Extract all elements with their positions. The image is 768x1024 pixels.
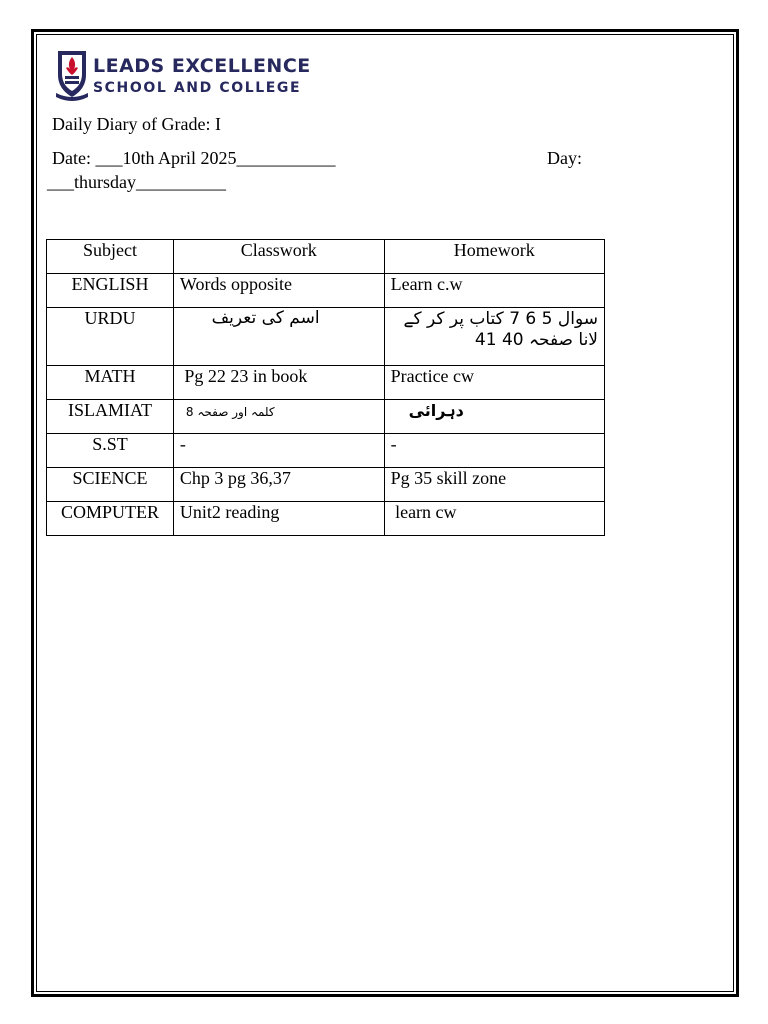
homework-cell: - (384, 434, 604, 468)
subject-cell: MATH (47, 366, 174, 400)
classwork-cell: اسم کی تعریف (173, 308, 384, 366)
homework-cell: سوال 5 6 7 کتاب پر کر کے لانا صفحہ 40 41 (384, 308, 604, 366)
classwork-cell: Pg 22 23 in book (173, 366, 384, 400)
classwork-text: کلمہ اور صفحہ 8 (185, 405, 275, 419)
school-name: LEADS EXCELLENCE (93, 55, 311, 77)
classwork-cell: - (173, 434, 384, 468)
table-row (47, 434, 605, 468)
table-row (47, 400, 605, 434)
diary-table (46, 239, 605, 536)
homework-text: دہرائی (408, 401, 464, 420)
classwork-cell: Chp 3 pg 36,37 (173, 468, 384, 502)
homework-cell: Pg 35 skill zone (384, 468, 604, 502)
table-row (47, 366, 605, 400)
subject-cell: URDU (47, 308, 174, 366)
subject-cell: S.ST (47, 434, 174, 468)
table-row (47, 468, 605, 502)
table-row (47, 274, 605, 308)
table-row (47, 502, 605, 536)
school-subtitle: SCHOOL AND COLLEGE (93, 80, 302, 96)
table-header-row (47, 240, 605, 274)
column-header-homework: Homework (384, 240, 604, 274)
classwork-cell (173, 400, 384, 434)
crest-icon (55, 45, 89, 103)
date-line: Date: ___10th April 2025___________ (52, 148, 336, 168)
classwork-cell: Unit2 reading (173, 502, 384, 536)
grade-line: Daily Diary of Grade: I (52, 114, 221, 134)
subject-cell: SCIENCE (47, 468, 174, 502)
column-header-subject: Subject (47, 240, 174, 274)
subject-cell: ENGLISH (47, 274, 174, 308)
table-row (47, 308, 605, 366)
subject-cell: ISLAMIAT (47, 400, 174, 434)
homework-cell: learn cw (384, 502, 604, 536)
school-logo (55, 45, 311, 103)
subject-cell: COMPUTER (47, 502, 174, 536)
classwork-cell: Words opposite (173, 274, 384, 308)
day-value: ___thursday__________ (47, 172, 226, 192)
day-label: Day: (547, 148, 582, 168)
column-header-classwork: Classwork (173, 240, 384, 274)
homework-cell: Practice cw (384, 366, 604, 400)
homework-cell (384, 400, 604, 434)
homework-cell: Learn c.w (384, 274, 604, 308)
